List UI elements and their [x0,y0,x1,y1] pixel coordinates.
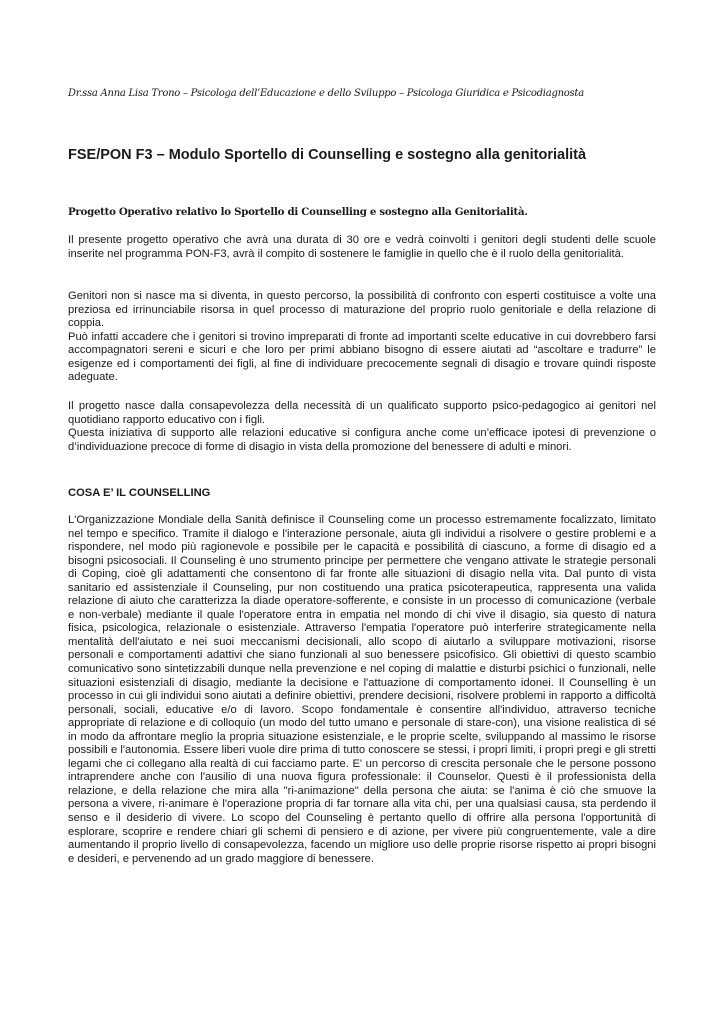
document-subtitle: Progetto Operativo relativo lo Sportello di Counselling e sostegno alla Genitorialità. [68,206,528,218]
page-header: Dr.ssa Anna Lisa Trono – Psicologa dell’Educazione e dello Sviluppo – Psicologa Giuridica e Psicodiagnosta [68,88,584,99]
section-heading-counselling: COSA E’ IL COUNSELLING [68,487,211,499]
paragraph-genitori-part2: Può infatti accadere che i genitori si trovino impreparati di fronte ad importanti scelte educative in cui dovrebbero farsi accompagnatori sereni e sicuri e che loro per primi abbiano bisogno di essere aiutati ad “ascoltare e tradurre” le esigenze ed i comportamenti dei figli, al fine di individuare precocemente segnali di disagio e trovare quindi risposte adeguate. [68,330,656,384]
paragraph-progetto [68,400,656,454]
paragraph-genitori [68,290,656,385]
paragraph-genitori-part1: Genitori non si nasce ma si diventa, in questo percorso, la possibilità di confronto con esperti costituisce a volte una preziosa ed irrinunciabile risorsa in quel processo di maturazione del proprio ruolo genitoriale e della relazione di coppia. [68,290,656,330]
intro-paragraph: Il presente progetto operativo che avrà una durata di 30 ore e vedrà coinvolti i genitori degli studenti delle scuole inserite nel programma PON-F3, avrà il compito di sostenere le famiglie in quello che è il ruolo della genitorialità. [68,234,656,260]
paragraph-counselling: L'Organizzazione Mondiale della Sanità definisce il Counseling come un processo estremamente focalizzato, limitato nel tempo e specifico. Tramite il dialogo e l'interazione personale, aiuta gli individui a risolvere o gestire problemi e a rispondere, nel modo più ragionevole e possibile per le capacità e possibilità di ciascuno, a forme di disagio ed a bisogni psicosociali. Il Counseling è uno strumento principe per permettere che vengano attivate le strategie personali di Coping, cioè gli adattamenti che consentono di far fronte alle situazioni di disagio nella vita. Dal punto di vista sanitario ed assistenziale il Counseling, pur non costituendo una pratica psicoterapeutica, rappresenta una valida relazione di aiuto che caratterizza la diade operatore-sofferente, e consiste in un processo di comunicazione (verbale e non-verbale) mediante il quale l'operatore entra in empatia nel mondo di chi vive il disagio, sia questo di natura fisica, psicologica, relazionale o esistenziale. Attraverso l'empatia l'operatore può interferire strategicamente nella mentalità dell'aiutato e nei suoi meccanismi decisionali, allo scopo di aiutarlo a sviluppare motivazioni, risorse personali e comportamenti adattivi che siano funzionali al suo benessere psicofisico. Gli obiettivi di questo scambio comunicativo sono sintetizzabili dunque nella prevenzione e nel coping di malattie e disturbi psichici o funzionali, nelle situazioni esistenziali di disagio, mediante la decisione e l'attuazione di comportamento idonei. Il Counselling è un processo in cui gli individui sono aiutati a definire obiettivi, prendere decisioni, risolvere problemi in rapporto a difficoltà personali, sociali, educative e/o di lavoro. Scopo fondamentale è consentire all'individuo, attraverso tecniche appropriate di relazione e di colloquio (un modo del tutto umano e personale di stare-con), una visione realistica di sé in modo da affrontare meglio la propria situazione esistenziale, e le proprie scelte, sviluppando al massimo le risorse possibili e l'autonomia. Essere liberi vuole dire prima di tutto conoscere se stessi, i propri limiti, i propri pregi e gli stretti legami che ci collegano alla realtà di cui facciamo parte. E' un percorso di crescita personale che le persone possono intraprendere anche con l'ausilio di una nuova figura professionale: il Counselor. Questi è il professionista della relazione, e della relazione che mira alla "ri-animazione" della persona che aiuta: se l'anima è ciò che smuove la persona a vivere, ri-animare è l'operazione propria di far tornare alla vita chi, per una qualsiasi causa, sta perdendo il senso e il desiderio di vivere. Lo scopo del Counseling è pertanto quello di offrire alla persona l'opportunità di esplorare, scoprire e rendere chiari gli schemi di pensiero e di azione, per vivere più congruentemente, vale a dire aumentando il proprio livello di consapevolezza, facendo un migliore uso delle proprie risorse rispetto ai propri bisogni e desideri, e pervenendo ad un grado maggiore di benessere. [68,514,656,865]
document-title: FSE/PON F3 – Modulo Sportello di Counselling e sostegno alla genitorialità [68,147,587,163]
paragraph-progetto-part2: Questa iniziativa di supporto alle relazioni educative si configura anche come un’efficace ipotesi di prevenzione o d’individuazione precoce di forme di disagio in vista della promozione del benessere di adulti e minori. [68,427,656,453]
paragraph-progetto-part1: Il progetto nasce dalla consapevolezza della necessità di un qualificato supporto psico-pedagogico ai genitori nel quotidiano rapporto educativo con i figli. [68,400,656,426]
